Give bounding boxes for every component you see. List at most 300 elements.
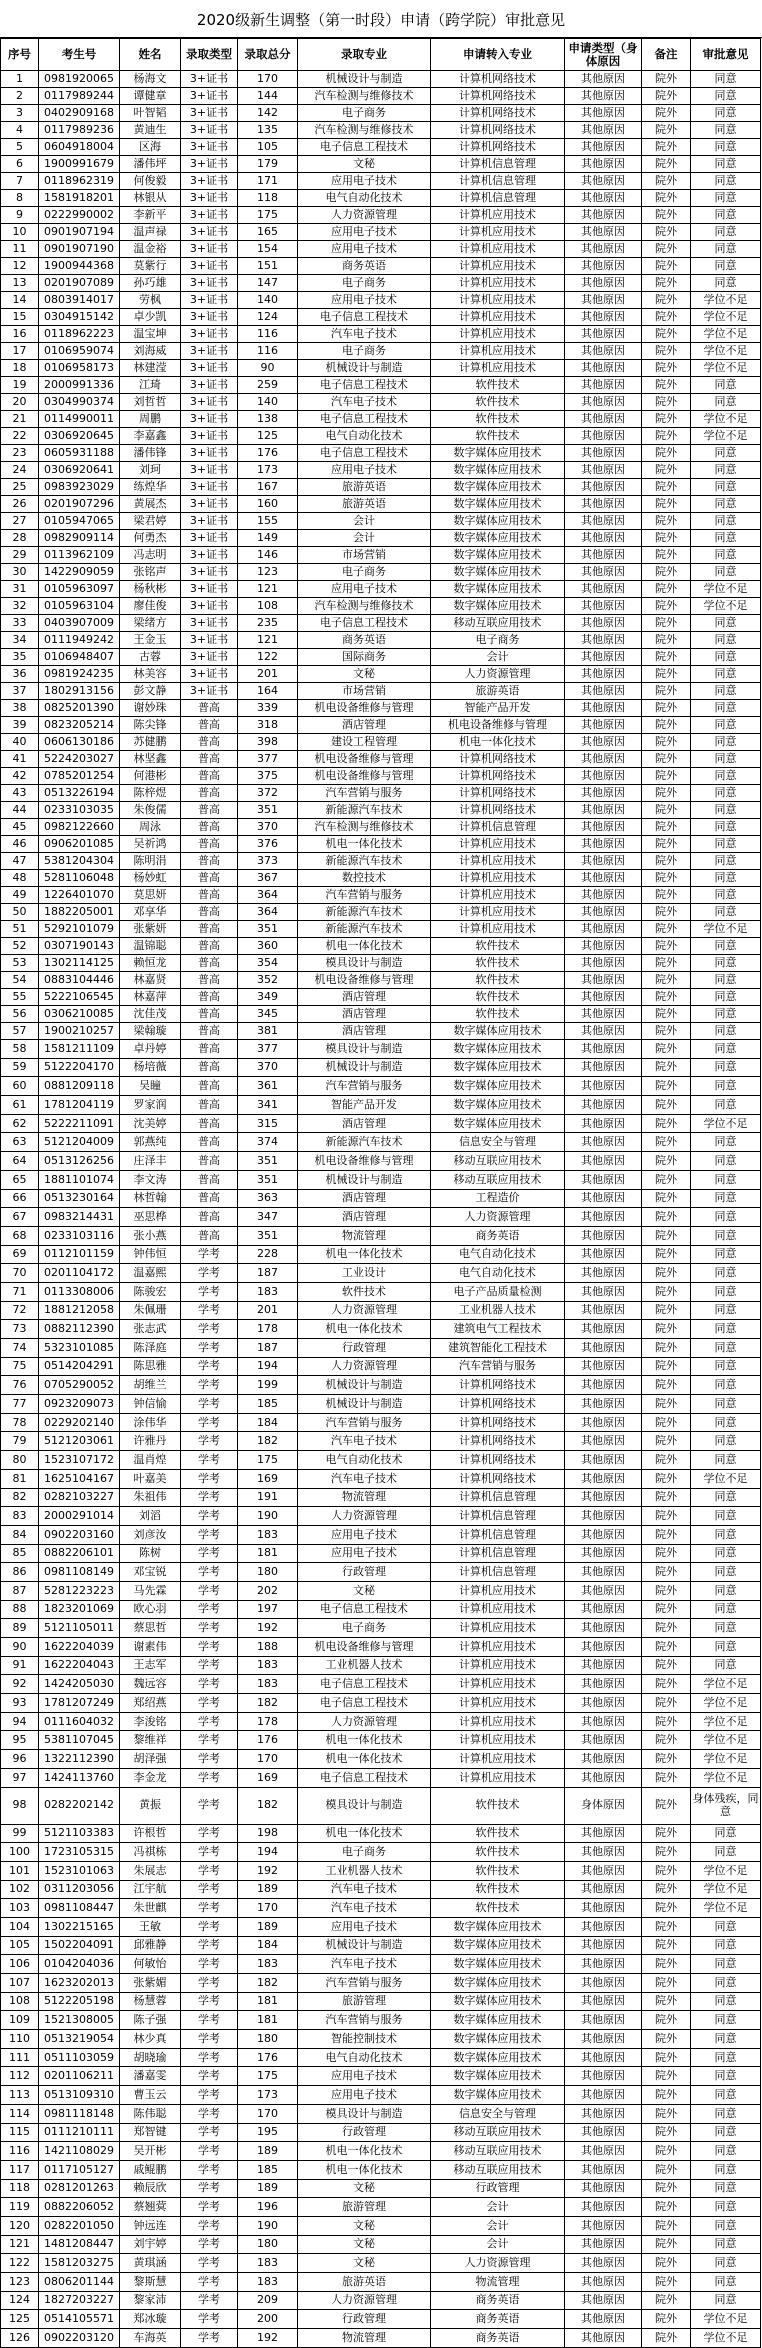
cell-total-score: 142 — [238, 105, 298, 122]
cell-total-score: 105 — [238, 139, 298, 156]
cell-admission-type: 普高 — [181, 870, 238, 887]
cell-remark: 院外 — [642, 2310, 691, 2329]
cell-candidate-id: 0981108447 — [39, 1899, 120, 1918]
cell-total-score: 184 — [238, 1936, 298, 1955]
cell-request-type: 其他原因 — [565, 1339, 642, 1358]
cell-candidate-id: 5281223223 — [39, 1581, 120, 1600]
cell-candidate-id: 0113962109 — [39, 547, 120, 564]
cell-student-name: 林美容 — [120, 666, 181, 683]
cell-approval-opinion: 同意 — [691, 2086, 761, 2105]
cell-admitted-major: 电子信息工程技术 — [298, 309, 431, 326]
cell-requested-major: 软件技术 — [431, 955, 565, 972]
cell-approval-opinion: 学位不足 — [691, 292, 761, 309]
cell-student-name: 刘宇婷 — [120, 2235, 181, 2254]
cell-total-score: 372 — [238, 785, 298, 802]
cell-candidate-id: 0923209073 — [39, 1395, 120, 1414]
cell-row-number: 114 — [1, 2104, 39, 2123]
table-row — [1, 598, 761, 615]
cell-approval-opinion: 学位不足 — [691, 309, 761, 326]
table-row — [1, 1357, 761, 1376]
cell-student-name: 谭健章 — [120, 88, 181, 105]
cell-candidate-id: 0229202140 — [39, 1413, 120, 1432]
cell-admission-type: 学考 — [181, 1413, 238, 1432]
cell-admission-type: 学考 — [181, 1432, 238, 1451]
cell-candidate-id: 0981108149 — [39, 1563, 120, 1582]
cell-remark: 院外 — [642, 428, 691, 445]
table-row — [1, 1320, 761, 1339]
cell-admission-type: 3+证书 — [181, 190, 238, 207]
cell-request-type: 其他原因 — [565, 1226, 642, 1245]
cell-requested-major: 软件技术 — [431, 1861, 565, 1880]
cell-student-name: 陈骏宏 — [120, 1282, 181, 1301]
cell-candidate-id: 0403907009 — [39, 615, 120, 632]
cell-admission-type: 学考 — [181, 1357, 238, 1376]
cell-request-type: 其他原因 — [565, 1040, 642, 1059]
cell-student-name: 李金龙 — [120, 1768, 181, 1787]
cell-requested-major: 数字媒体应用技术 — [431, 1040, 565, 1059]
cell-total-score: 195 — [238, 2123, 298, 2142]
cell-student-name: 沈佳茂 — [120, 1006, 181, 1023]
cell-total-score: 170 — [238, 1899, 298, 1918]
cell-request-type: 其他原因 — [565, 734, 642, 751]
cell-admission-type: 学考 — [181, 1525, 238, 1544]
cell-admission-type: 学考 — [181, 2291, 238, 2310]
cell-request-type: 其他原因 — [565, 1413, 642, 1432]
cell-admitted-major: 电子商务 — [298, 1619, 431, 1638]
cell-request-type: 其他原因 — [565, 1768, 642, 1787]
cell-requested-major: 计算机应用技术 — [431, 1731, 565, 1750]
cell-admitted-major: 人力资源管理 — [298, 1357, 431, 1376]
cell-total-score: 170 — [238, 71, 298, 88]
cell-approval-opinion: 同意 — [691, 2123, 761, 2142]
cell-requested-major: 计算机网络技术 — [431, 802, 565, 819]
cell-approval-opinion: 同意 — [691, 1395, 761, 1414]
cell-student-name: 梁绪方 — [120, 615, 181, 632]
cell-request-type: 其他原因 — [565, 1600, 642, 1619]
cell-approval-opinion: 同意 — [691, 1339, 761, 1358]
cell-student-name: 黎家沛 — [120, 2291, 181, 2310]
cell-remark: 院外 — [642, 683, 691, 700]
table-row — [1, 802, 761, 819]
table-row — [1, 1638, 761, 1657]
cell-candidate-id: 0882112390 — [39, 1320, 120, 1339]
cell-row-number: 98 — [1, 1787, 39, 1824]
cell-admitted-major: 酒店管理 — [298, 1023, 431, 1040]
cell-approval-opinion: 学位不足 — [691, 921, 761, 938]
cell-admitted-major: 机械设计与制造 — [298, 71, 431, 88]
cell-admission-type: 学考 — [181, 1245, 238, 1264]
cell-total-score: 199 — [238, 1376, 298, 1395]
cell-approval-opinion: 同意 — [691, 1974, 761, 1993]
table-row — [1, 1619, 761, 1638]
cell-request-type: 其他原因 — [565, 445, 642, 462]
table-row — [1, 853, 761, 870]
cell-admitted-major: 旅游管理 — [298, 2198, 431, 2217]
cell-requested-major: 计算机应用技术 — [431, 836, 565, 853]
cell-student-name: 何港彬 — [120, 768, 181, 785]
cell-admitted-major: 电子信息工程技术 — [298, 1694, 431, 1713]
table-row — [1, 1600, 761, 1619]
cell-approval-opinion: 同意 — [691, 1226, 761, 1245]
cell-total-score: 373 — [238, 853, 298, 870]
cell-candidate-id: 5121105011 — [39, 1619, 120, 1638]
table-row — [1, 309, 761, 326]
cell-request-type: 其他原因 — [565, 547, 642, 564]
cell-candidate-id: 0282202142 — [39, 1787, 120, 1824]
cell-approval-opinion: 同意 — [691, 445, 761, 462]
cell-admitted-major: 会计 — [298, 530, 431, 547]
cell-admitted-major: 电子信息工程技术 — [298, 615, 431, 632]
cell-remark: 院外 — [642, 1656, 691, 1675]
cell-approval-opinion: 同意 — [691, 2160, 761, 2179]
cell-total-score: 90 — [238, 360, 298, 377]
cell-student-name: 车海英 — [120, 2329, 181, 2348]
cell-total-score: 183 — [238, 2273, 298, 2292]
cell-remark: 院外 — [642, 2048, 691, 2067]
cell-admitted-major: 电子商务 — [298, 1843, 431, 1862]
cell-request-type: 其他原因 — [565, 2179, 642, 2198]
cell-row-number: 93 — [1, 1694, 39, 1713]
cell-request-type: 其他原因 — [565, 1843, 642, 1862]
cell-candidate-id: 0113308006 — [39, 1282, 120, 1301]
cell-requested-major: 数字媒体应用技术 — [431, 547, 565, 564]
cell-approval-opinion: 同意 — [691, 1992, 761, 2011]
cell-requested-major: 数字媒体应用技术 — [431, 581, 565, 598]
cell-requested-major: 计算机应用技术 — [431, 309, 565, 326]
cell-request-type: 其他原因 — [565, 751, 642, 768]
cell-row-number: 123 — [1, 2273, 39, 2292]
cell-request-type: 其他原因 — [565, 1432, 642, 1451]
cell-request-type: 其他原因 — [565, 241, 642, 258]
cell-admitted-major: 文秘 — [298, 1581, 431, 1600]
cell-approval-opinion: 同意 — [691, 224, 761, 241]
cell-approval-opinion: 学位不足 — [691, 1731, 761, 1750]
cell-student-name: 马先霖 — [120, 1581, 181, 1600]
cell-student-name: 叶嘉美 — [120, 1469, 181, 1488]
cell-requested-major: 电子商务 — [431, 632, 565, 649]
cell-row-number: 104 — [1, 1917, 39, 1936]
cell-approval-opinion: 同意 — [691, 683, 761, 700]
cell-total-score: 121 — [238, 581, 298, 598]
cell-total-score: 169 — [238, 1768, 298, 1787]
cell-row-number: 15 — [1, 309, 39, 326]
cell-row-number: 92 — [1, 1675, 39, 1694]
cell-total-score: 235 — [238, 615, 298, 632]
cell-requested-major: 数字媒体应用技术 — [431, 1917, 565, 1936]
cell-remark: 院外 — [642, 2291, 691, 2310]
table-row — [1, 513, 761, 530]
cell-approval-opinion: 同意 — [691, 394, 761, 411]
cell-requested-major: 旅游英语 — [431, 683, 565, 700]
cell-total-score: 315 — [238, 1114, 298, 1133]
cell-requested-major: 计算机信息管理 — [431, 1544, 565, 1563]
cell-remark: 院外 — [642, 275, 691, 292]
cell-candidate-id: 5224203027 — [39, 751, 120, 768]
cell-total-score: 154 — [238, 241, 298, 258]
cell-admitted-major: 电气自动化技术 — [298, 190, 431, 207]
cell-admission-type: 3+证书 — [181, 615, 238, 632]
cell-total-score: 176 — [238, 2048, 298, 2067]
table-row — [1, 88, 761, 105]
cell-request-type: 其他原因 — [565, 411, 642, 428]
cell-remark: 院外 — [642, 326, 691, 343]
cell-student-name: 胡晓瑜 — [120, 2048, 181, 2067]
cell-total-score: 376 — [238, 836, 298, 853]
cell-remark: 院外 — [642, 2067, 691, 2086]
cell-candidate-id: 1581211109 — [39, 1040, 120, 1059]
cell-admitted-major: 电子信息工程技术 — [298, 1600, 431, 1619]
cell-row-number: 67 — [1, 1208, 39, 1227]
cell-admitted-major: 机械设计与制造 — [298, 360, 431, 377]
cell-request-type: 其他原因 — [565, 989, 642, 1006]
cell-admission-type: 学考 — [181, 1824, 238, 1843]
cell-row-number: 25 — [1, 479, 39, 496]
cell-remark: 院外 — [642, 1544, 691, 1563]
cell-candidate-id: 1302215165 — [39, 1917, 120, 1936]
cell-remark: 院外 — [642, 1189, 691, 1208]
cell-total-score: 197 — [238, 1600, 298, 1619]
cell-candidate-id: 0901907194 — [39, 224, 120, 241]
cell-remark: 院外 — [642, 88, 691, 105]
cell-candidate-id: 5381107045 — [39, 1731, 120, 1750]
table-row — [1, 666, 761, 683]
cell-row-number: 111 — [1, 2048, 39, 2067]
cell-approval-opinion: 学位不足 — [691, 1880, 761, 1899]
cell-student-name: 许根哲 — [120, 1824, 181, 1843]
cell-total-score: 182 — [238, 1432, 298, 1451]
cell-admitted-major: 机械设计与制造 — [298, 1058, 431, 1077]
cell-remark: 院外 — [642, 836, 691, 853]
cell-total-score: 118 — [238, 190, 298, 207]
cell-candidate-id: 0806201144 — [39, 2273, 120, 2292]
cell-candidate-id: 1322112390 — [39, 1750, 120, 1769]
cell-remark: 院外 — [642, 1731, 691, 1750]
cell-requested-major: 软件技术 — [431, 1824, 565, 1843]
cell-approval-opinion: 同意 — [691, 1245, 761, 1264]
cell-admitted-major: 汽车检测与维修技术 — [298, 122, 431, 139]
cell-student-name: 罗家润 — [120, 1096, 181, 1115]
cell-total-score: 374 — [238, 1133, 298, 1152]
cell-student-name: 郑智键 — [120, 2123, 181, 2142]
cell-student-name: 赖辰欣 — [120, 2179, 181, 2198]
cell-requested-major: 人力资源管理 — [431, 666, 565, 683]
cell-requested-major: 计算机应用技术 — [431, 1712, 565, 1731]
cell-approval-opinion: 同意 — [691, 955, 761, 972]
cell-request-type: 其他原因 — [565, 853, 642, 870]
cell-row-number: 82 — [1, 1488, 39, 1507]
cell-request-type: 其他原因 — [565, 1675, 642, 1694]
cell-request-type: 其他原因 — [565, 955, 642, 972]
cell-remark: 院外 — [642, 2179, 691, 2198]
cell-remark: 院外 — [642, 955, 691, 972]
cell-remark: 院外 — [642, 1023, 691, 1040]
cell-requested-major: 移动互联应用技术 — [431, 2142, 565, 2161]
cell-row-number: 121 — [1, 2235, 39, 2254]
cell-remark: 院外 — [642, 224, 691, 241]
cell-request-type: 其他原因 — [565, 496, 642, 513]
cell-row-number: 61 — [1, 1096, 39, 1115]
cell-admission-type: 学考 — [181, 2254, 238, 2273]
header-admission-type: 录取类型 — [181, 39, 238, 71]
cell-request-type: 其他原因 — [565, 394, 642, 411]
cell-remark: 院外 — [642, 887, 691, 904]
cell-request-type: 其他原因 — [565, 1469, 642, 1488]
cell-row-number: 75 — [1, 1357, 39, 1376]
cell-request-type: 其他原因 — [565, 1264, 642, 1283]
cell-remark: 院外 — [642, 1955, 691, 1974]
cell-remark: 院外 — [642, 598, 691, 615]
cell-student-name: 欧心羽 — [120, 1600, 181, 1619]
cell-approval-opinion: 同意 — [691, 700, 761, 717]
cell-request-type: 其他原因 — [565, 207, 642, 224]
cell-total-score: 377 — [238, 751, 298, 768]
cell-total-score: 108 — [238, 598, 298, 615]
cell-admitted-major: 电子信息工程技术 — [298, 1675, 431, 1694]
cell-row-number: 88 — [1, 1600, 39, 1619]
cell-requested-major: 计算机应用技术 — [431, 853, 565, 870]
cell-total-score: 171 — [238, 173, 298, 190]
cell-remark: 院外 — [642, 1077, 691, 1096]
cell-approval-opinion: 同意 — [691, 632, 761, 649]
cell-admission-type: 普高 — [181, 853, 238, 870]
cell-remark: 院外 — [642, 2011, 691, 2030]
cell-admission-type: 学考 — [181, 2104, 238, 2123]
cell-total-score: 182 — [238, 1787, 298, 1824]
cell-candidate-id: 0311203056 — [39, 1880, 120, 1899]
cell-student-name: 曹玉云 — [120, 2086, 181, 2105]
cell-approval-opinion: 同意 — [691, 1600, 761, 1619]
cell-admission-type: 普高 — [181, 802, 238, 819]
cell-admission-type: 3+证书 — [181, 445, 238, 462]
cell-remark: 院外 — [642, 292, 691, 309]
cell-approval-opinion: 同意 — [691, 649, 761, 666]
cell-approval-opinion: 同意 — [691, 122, 761, 139]
cell-total-score: 124 — [238, 309, 298, 326]
cell-student-name: 温嘉熙 — [120, 1264, 181, 1283]
cell-row-number: 122 — [1, 2254, 39, 2273]
cell-remark: 院外 — [642, 479, 691, 496]
cell-total-score: 351 — [238, 1152, 298, 1171]
cell-total-score: 345 — [238, 1006, 298, 1023]
cell-row-number: 4 — [1, 122, 39, 139]
cell-requested-major: 数字媒体应用技术 — [431, 598, 565, 615]
cell-approval-opinion: 同意 — [691, 547, 761, 564]
cell-remark: 院外 — [642, 1525, 691, 1544]
cell-request-type: 其他原因 — [565, 1824, 642, 1843]
cell-student-name: 温声禄 — [120, 224, 181, 241]
table-row — [1, 2142, 761, 2161]
cell-approval-opinion: 同意 — [691, 2273, 761, 2292]
table-row — [1, 2216, 761, 2235]
cell-admitted-major: 电子信息工程技术 — [298, 1768, 431, 1787]
cell-total-score: 364 — [238, 904, 298, 921]
cell-student-name: 林建滢 — [120, 360, 181, 377]
table-row — [1, 1096, 761, 1115]
cell-remark: 院外 — [642, 1058, 691, 1077]
cell-request-type: 其他原因 — [565, 666, 642, 683]
cell-approval-opinion: 同意 — [691, 173, 761, 190]
cell-admission-type: 学考 — [181, 2198, 238, 2217]
cell-row-number: 11 — [1, 241, 39, 258]
cell-remark: 院外 — [642, 309, 691, 326]
cell-admission-type: 3+证书 — [181, 377, 238, 394]
cell-student-name: 林嘉贤 — [120, 972, 181, 989]
table-row — [1, 190, 761, 207]
cell-remark: 院外 — [642, 2198, 691, 2217]
cell-approval-opinion: 学位不足 — [691, 360, 761, 377]
cell-student-name: 孙巧雄 — [120, 275, 181, 292]
table-row — [1, 1843, 761, 1862]
cell-row-number: 101 — [1, 1861, 39, 1880]
cell-total-score: 184 — [238, 1413, 298, 1432]
table-row — [1, 768, 761, 785]
table-row — [1, 632, 761, 649]
header-requested-major: 申请转入专业 — [431, 39, 565, 71]
cell-remark: 院外 — [642, 1694, 691, 1713]
cell-requested-major: 计算机信息管理 — [431, 190, 565, 207]
table-row — [1, 411, 761, 428]
cell-candidate-id: 1900210257 — [39, 1023, 120, 1040]
cell-student-name: 巫思桦 — [120, 1208, 181, 1227]
cell-candidate-id: 0306920645 — [39, 428, 120, 445]
cell-row-number: 53 — [1, 955, 39, 972]
cell-candidate-id: 0402909168 — [39, 105, 120, 122]
cell-candidate-id: 1900991679 — [39, 156, 120, 173]
cell-approval-opinion: 同意 — [691, 2104, 761, 2123]
cell-remark: 院外 — [642, 1226, 691, 1245]
table-row — [1, 564, 761, 581]
cell-student-name: 梁翰璇 — [120, 1023, 181, 1040]
cell-total-score: 181 — [238, 1544, 298, 1563]
cell-admission-type: 3+证书 — [181, 258, 238, 275]
cell-total-score: 228 — [238, 1245, 298, 1264]
table-row — [1, 428, 761, 445]
table-row — [1, 445, 761, 462]
cell-remark: 院外 — [642, 1245, 691, 1264]
cell-requested-major: 计算机应用技术 — [431, 1656, 565, 1675]
cell-admission-type: 学考 — [181, 2067, 238, 2086]
cell-remark: 院外 — [642, 394, 691, 411]
cell-request-type: 其他原因 — [565, 2291, 642, 2310]
table-row — [1, 1824, 761, 1843]
cell-approval-opinion: 同意 — [691, 768, 761, 785]
cell-admitted-major: 汽车电子技术 — [298, 1899, 431, 1918]
cell-approval-opinion: 同意 — [691, 377, 761, 394]
cell-candidate-id: 0106958173 — [39, 360, 120, 377]
cell-row-number: 64 — [1, 1152, 39, 1171]
cell-request-type: 其他原因 — [565, 1544, 642, 1563]
table-row — [1, 734, 761, 751]
cell-student-name: 梁君婷 — [120, 513, 181, 530]
cell-request-type: 其他原因 — [565, 921, 642, 938]
cell-student-name: 李嘉鑫 — [120, 428, 181, 445]
cell-admitted-major: 机电一体化技术 — [298, 1731, 431, 1750]
cell-request-type: 其他原因 — [565, 1320, 642, 1339]
cell-approval-opinion: 同意 — [691, 275, 761, 292]
table-row — [1, 683, 761, 700]
cell-requested-major: 数字媒体应用技术 — [431, 2011, 565, 2030]
cell-student-name: 杨慧蓉 — [120, 1992, 181, 2011]
cell-approval-opinion: 同意 — [691, 479, 761, 496]
cell-request-type: 其他原因 — [565, 1301, 642, 1320]
cell-requested-major: 数字媒体应用技术 — [431, 513, 565, 530]
table-row — [1, 1731, 761, 1750]
table-row — [1, 156, 761, 173]
cell-remark: 院外 — [642, 1339, 691, 1358]
cell-admitted-major: 物流管理 — [298, 2329, 431, 2348]
cell-admission-type: 3+证书 — [181, 326, 238, 343]
cell-requested-major: 计算机应用技术 — [431, 326, 565, 343]
